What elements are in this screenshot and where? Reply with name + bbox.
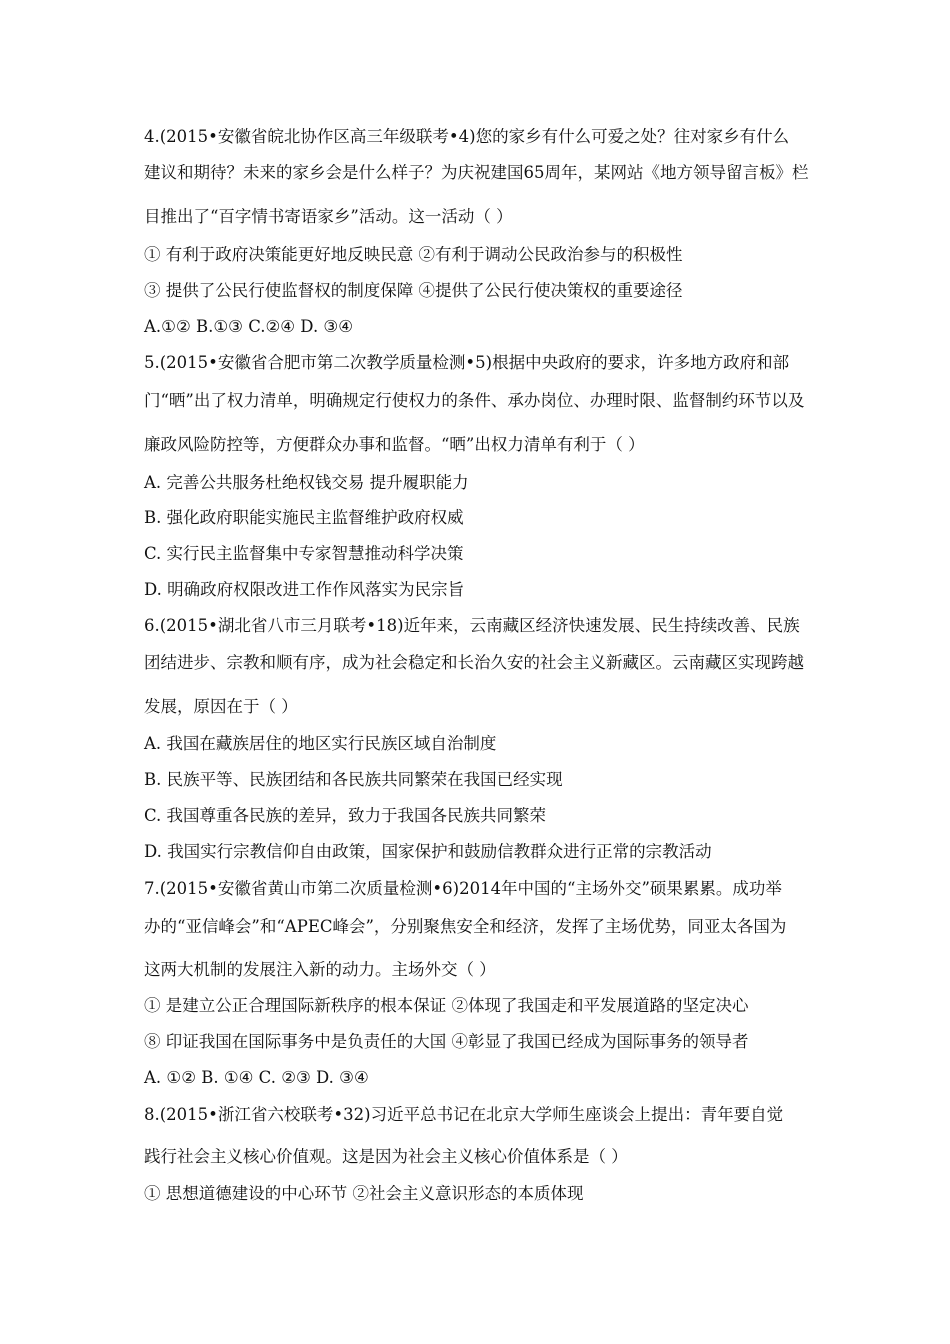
q4-options: A.①② B.①③ C.②④ D. ③④ [144, 317, 354, 336]
q4-stem-line-3: 目推出了“百字情书寄语家乡”活动。这一活动（ ） [144, 207, 513, 226]
q5-option-d: D. 明确政府权限改进工作作风落实为民宗旨 [144, 580, 465, 599]
q4-stem-line-1: 4.(2015•安徽省皖北协作区高三年级联考•4)您的家乡有什么可爱之处？往对家乡有什么 [144, 127, 790, 146]
q7-stem-line-2: 办的“亚信峰会”和“APEC峰会”，分别聚焦安全和经济，发挥了主场优势，同亚太各国为 [144, 917, 787, 936]
q5-option-a: A. 完善公共服务杜绝权钱交易 提升履职能力 [144, 473, 469, 492]
q5-stem-line-2: 门“晒”出了权力清单，明确规定行使权力的条件、承办岗位、办理时限、监督制约环节以及 [144, 391, 805, 410]
q7-statement-3-4: ⑧ 印证我国在国际事务中是负责任的大国 ④彰显了我国已经成为国际事务的领导者 [144, 1032, 749, 1051]
q8-stem-line-1: 8.(2015•浙江省六校联考•32)习近平总书记在北京大学师生座谈会上提出：青年要自觉 [144, 1105, 784, 1124]
q5-stem-line-3: 廉政风险防控等，方便群众办事和监督。“晒”出权力清单有利于（ ） [144, 435, 645, 454]
q7-options: A. ①② B. ①④ C. ②③ D. ③④ [144, 1068, 369, 1087]
q6-stem-line-3: 发展，原因在于（ ） [144, 697, 298, 716]
q6-option-a: A. 我国在藏族居住的地区实行民族区域自治制度 [144, 734, 497, 753]
q5-stem-line-1: 5.(2015•安徽省合肥市第二次教学质量检测•5)根据中央政府的要求，许多地方政府和部 [144, 353, 790, 372]
q4-statement-3-4: ③ 提供了公民行使监督权的制度保障 ④提供了公民行使决策权的重要途径 [144, 281, 683, 300]
q6-option-d: D. 我国实行宗教信仰自由政策，国家保护和鼓励信教群众进行正常的宗教活动 [144, 842, 712, 861]
q6-stem-line-1: 6.(2015•湖北省八市三月联考•18)近年来，云南藏区经济快速发展、民生持续改善、民族 [144, 616, 800, 635]
q7-stem-line-1: 7.(2015•安徽省黄山市第二次质量检测•6)2014年中国的“主场外交”硕果累累。成功举 [144, 879, 782, 898]
q8-stem-line-2: 践行社会主义核心价值观。这是因为社会主义核心价值体系是（ ） [144, 1147, 628, 1166]
q7-statement-1-2: ① 是建立公正合理国际新秩序的根本保证 ②体现了我国走和平发展道路的坚定决心 [144, 996, 749, 1015]
q6-option-b: B. 民族平等、民族团结和各民族共同繁荣在我国已经实现 [144, 770, 563, 789]
q6-option-c: C. 我国尊重各民族的差异，致力于我国各民族共同繁荣 [144, 806, 547, 825]
q5-option-b: B. 强化政府职能实施民主监督维护政府权威 [144, 508, 464, 527]
q6-stem-line-2: 团结进步、宗教和顺有序，成为社会稳定和长治久安的社会主义新藏区。云南藏区实现跨越 [144, 653, 804, 672]
q4-statement-1-2: ① 有利于政府决策能更好地反映民意 ②有利于调动公民政治参与的积极性 [144, 245, 683, 264]
q5-option-c: C. 实行民主监督集中专家智慧推动科学决策 [144, 544, 464, 563]
q7-stem-line-3: 这两大机制的发展注入新的动力。主场外交（ ） [144, 960, 496, 979]
q4-stem-line-2: 建议和期待？未来的家乡会是什么样子？为庆祝建国65周年，某网站《地方领导留言板》栏 [144, 163, 809, 182]
q8-statement-1-2: ① 思想道德建设的中心环节 ②社会主义意识形态的本质体现 [144, 1184, 584, 1203]
